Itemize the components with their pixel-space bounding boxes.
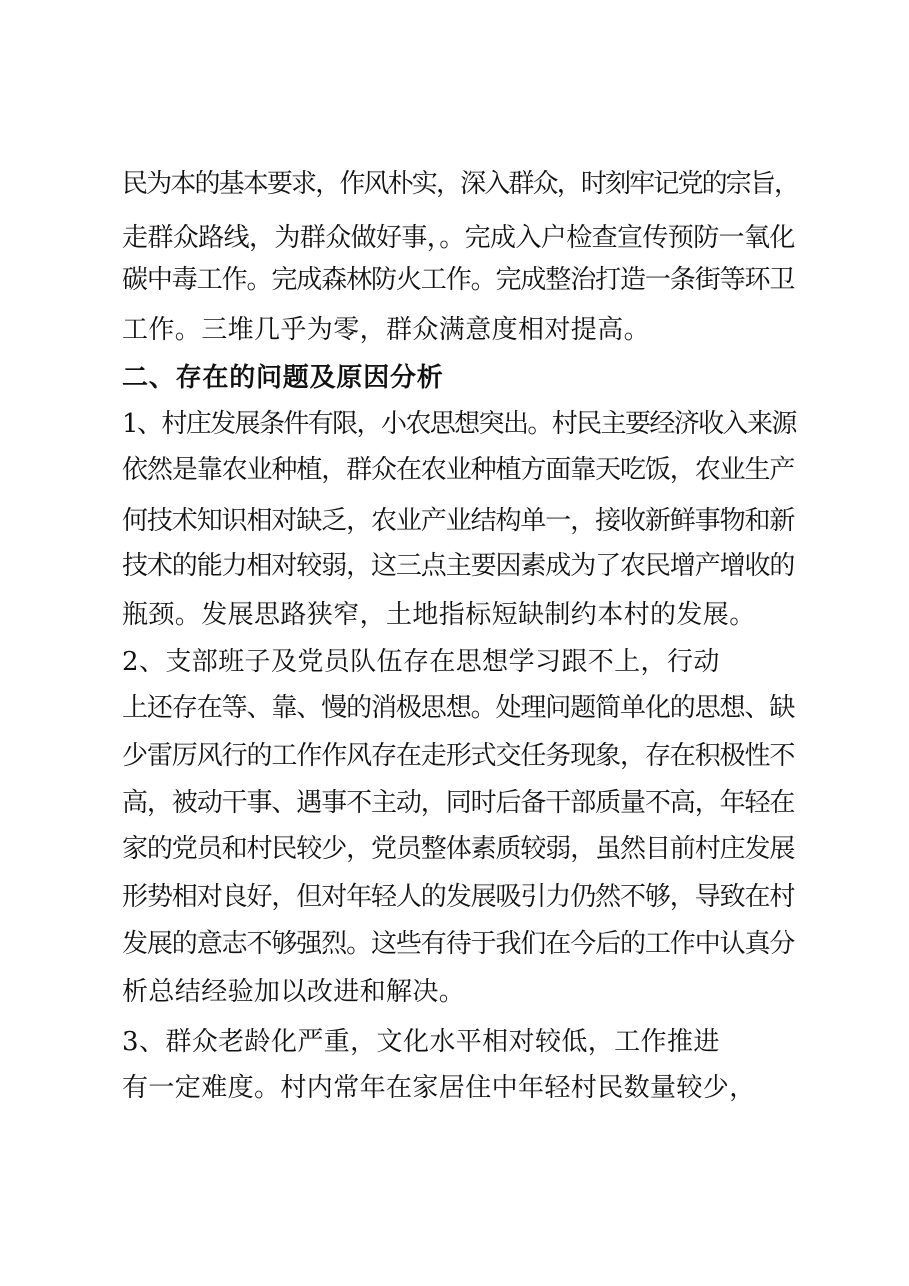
paragraph-line: 技术的能力相对较弱，这三点主要因素成为了农民增产增收的	[122, 551, 795, 581]
section-heading: 二、存在的问题及原因分析	[122, 363, 444, 393]
paragraph-line: 家的党员和村民较少，党员整体素质较弱，虽然目前村庄发展	[122, 834, 795, 864]
paragraph-line: 走群众路线，为群众做好事，。完成入户检查宣传预防一氧化	[122, 223, 795, 253]
paragraph-line: 少雷厉风行的工作作风存在走形式交任务现象，存在积极性不	[122, 741, 795, 771]
paragraph-line: 依然是靠农业种植，群众在农业种植方面靠天吃饭，农业生产	[122, 455, 795, 485]
paragraph-line: 形势相对良好，但对年轻人的发展吸引力仍然不够，导致在村	[122, 882, 795, 912]
paragraph-line: 2、支部班子及党员队伍存在思想学习跟不上，行动	[122, 647, 720, 677]
paragraph-line: 何技术知识相对缺乏，农业产业结构单一，接收新鲜事物和新	[122, 506, 795, 536]
paragraph-line: 有一定难度。村内常年在家居住中年轻村民数量较少，	[122, 1073, 756, 1103]
paragraph-line: 1、村庄发展条件有限，小农思想突出。村民主要经济收入来源	[122, 409, 796, 439]
paragraph-line: 上还存在等、靠、慢的消极思想。处理问题简单化的思想、缺	[122, 693, 795, 723]
paragraph-line: 高，被动干事、遇事不主动，同时后备干部质量不高，年轻在	[122, 788, 795, 818]
paragraph-line: 瓶颈。发展思路狭窄，土地指标短缺制约本村的发展。	[122, 600, 756, 630]
paragraph-line: 3、群众老龄化严重，文化水平相对较低，工作推进	[122, 1027, 720, 1057]
paragraph-line: 民为本的基本要求，作风朴实，深入群众，时刻牢记党的宗旨，	[122, 169, 799, 199]
paragraph-line: 碳中毒工作。完成森林防火工作。完成整治打造一条街等环卫	[122, 265, 795, 295]
paragraph-line: 析总结经验加以改进和解决。	[122, 977, 466, 1007]
paragraph-line: 发展的意志不够强烈。这些有待于我们在今后的工作中认真分	[122, 929, 795, 959]
paragraph-line: 工作。三堆几乎为零，群众满意度相对提高。	[122, 315, 651, 345]
